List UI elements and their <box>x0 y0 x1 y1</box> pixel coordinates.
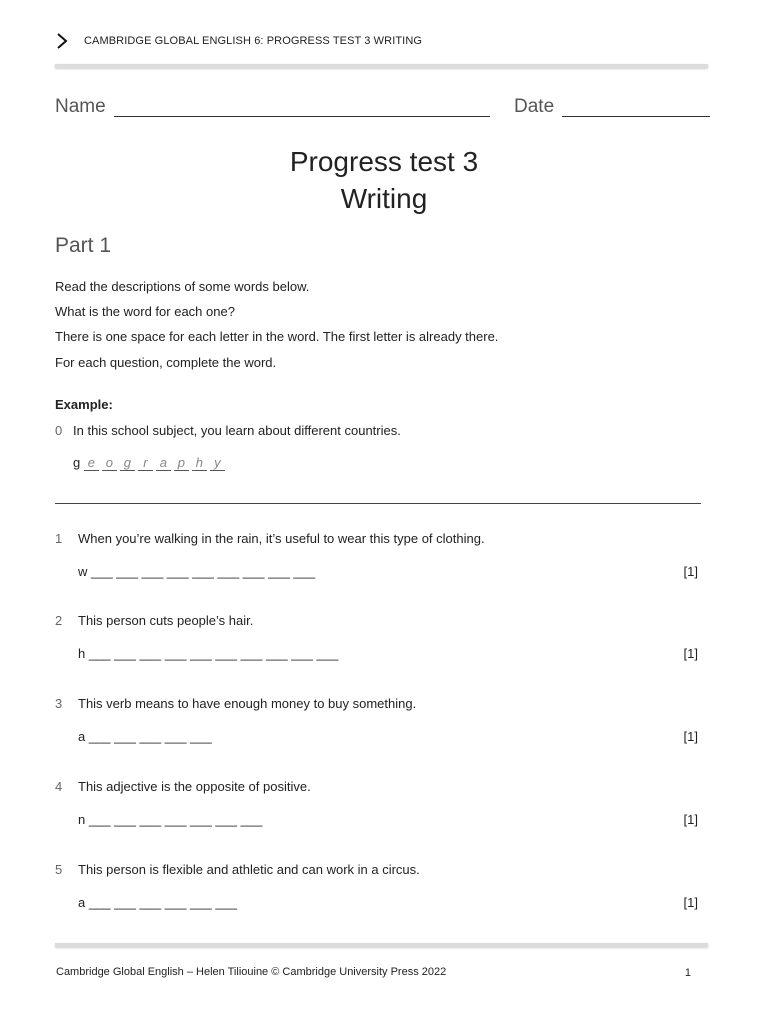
answer-blank[interactable]: n ___ ___ ___ ___ ___ ___ ___ <box>78 812 263 827</box>
question-number: 1 <box>55 531 63 546</box>
question-mark: [1] <box>683 646 698 661</box>
example-letter: p <box>174 455 189 471</box>
question-number: 4 <box>55 779 63 794</box>
date-label: Date <box>514 96 555 117</box>
question-number: 2 <box>55 613 63 628</box>
example-letter: y <box>210 455 225 471</box>
name-label: Name <box>55 96 106 117</box>
question-text: This verb means to have enough money to buy something. <box>78 696 417 711</box>
question-mark: [1] <box>683 564 698 579</box>
example-letter: r <box>138 455 153 471</box>
example-letter: e <box>84 455 99 471</box>
instruction-line: For each question, complete the word. <box>55 355 277 370</box>
instruction-line: Read the descriptions of some words below. <box>55 279 310 294</box>
question-mark: [1] <box>683 729 698 744</box>
chevron-right-icon <box>56 32 68 50</box>
question-mark: [1] <box>683 812 698 827</box>
example-first-letter: g <box>73 455 81 470</box>
question-mark: [1] <box>683 895 698 910</box>
date-field[interactable] <box>562 116 710 117</box>
page-subtitle: Writing <box>340 183 428 214</box>
question-text: This adjective is the opposite of positive. <box>78 779 311 794</box>
question-text: This person cuts people’s hair. <box>78 613 254 628</box>
example-answer <box>73 455 228 471</box>
example-question: In this school subject, you learn about different countries. <box>73 423 401 438</box>
part-heading: Part 1 <box>55 234 112 257</box>
name-field[interactable] <box>114 116 490 117</box>
footer-rule <box>55 943 708 947</box>
page-number: 1 <box>684 967 691 979</box>
example-letter: a <box>156 455 171 471</box>
answer-blank[interactable]: w ___ ___ ___ ___ ___ ___ ___ ___ ___ <box>78 564 316 579</box>
answer-blank[interactable]: a ___ ___ ___ ___ ___ <box>78 729 212 744</box>
question-text: When you’re walking in the rain, it’s useful to wear this type of clothing. <box>78 531 485 546</box>
example-letter: h <box>192 455 207 471</box>
footer-copyright: Cambridge Global English – Helen Tiliouine © Cambridge University Press 2022 <box>56 966 447 978</box>
example-letter: o <box>102 455 117 471</box>
answer-blank[interactable]: a ___ ___ ___ ___ ___ ___ <box>78 895 238 910</box>
answer-blank[interactable]: h ___ ___ ___ ___ ___ ___ ___ ___ ___ ___ <box>78 646 339 661</box>
instruction-line: There is one space for each letter in the word. The first letter is already there. <box>55 329 499 344</box>
section-divider <box>55 503 701 504</box>
question-number: 5 <box>55 862 63 877</box>
question-text: This person is flexible and athletic and can work in a circus. <box>78 862 420 877</box>
header-title: CAMBRIDGE GLOBAL ENGLISH 6: PROGRESS TEST 3 WRITING <box>84 35 423 47</box>
header-rule <box>55 64 708 68</box>
instruction-line: What is the word for each one? <box>55 304 235 319</box>
question-number: 3 <box>55 696 63 711</box>
example-number: 0 <box>55 423 63 438</box>
example-label: Example: <box>55 397 113 412</box>
page-title: Progress test 3 <box>289 146 479 177</box>
example-letter: g <box>120 455 135 471</box>
